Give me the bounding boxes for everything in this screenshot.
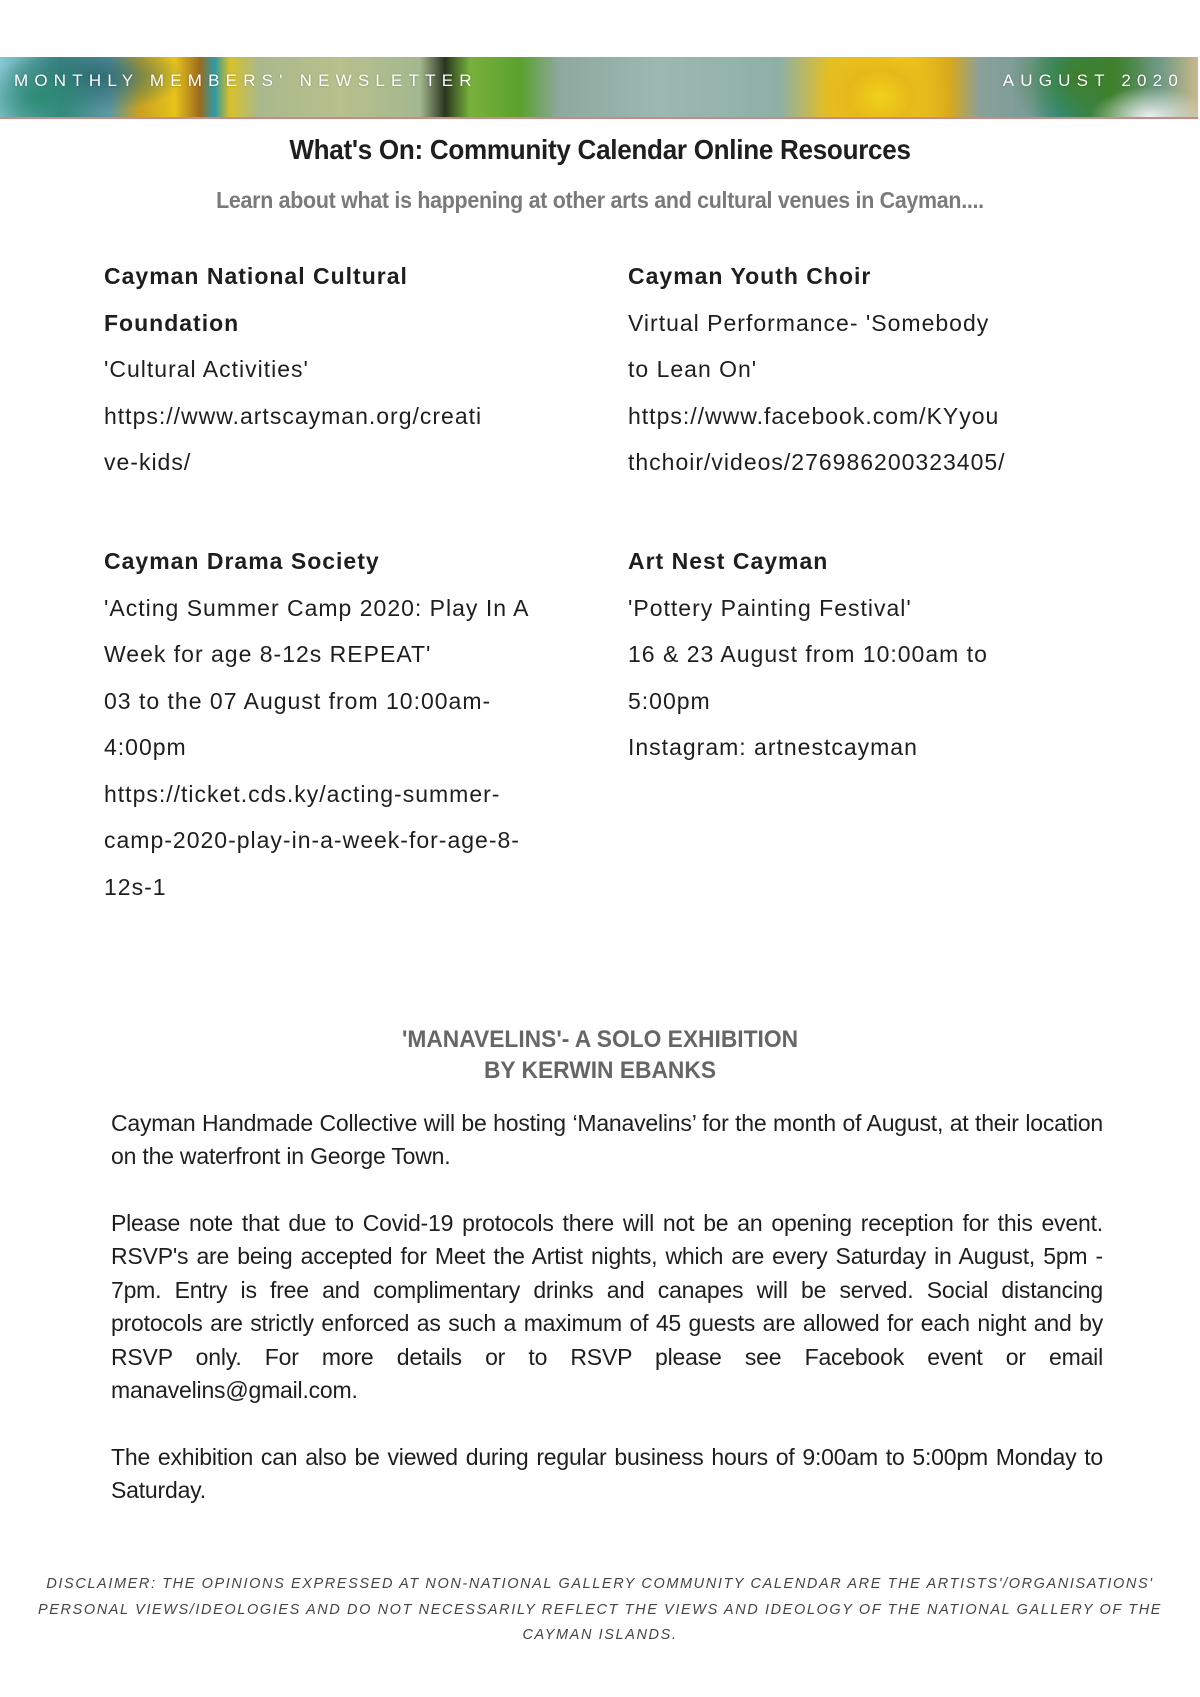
listing-cayman-national-cultural-foundation <box>104 253 584 486</box>
page-title: What's On: Community Calendar Online Resources <box>289 134 911 165</box>
newsletter-label: MONTHLY MEMBERS' NEWSLETTER <box>14 71 478 90</box>
event-link[interactable]: https://www.artscayman.org/creati <box>104 402 483 429</box>
exhibition-title <box>42 1024 1158 1086</box>
disclaimer <box>10 1572 1190 1649</box>
event-dates: 4:00pm <box>104 734 187 760</box>
disclaimer-line: CAYMAN ISLANDS. <box>522 1627 678 1643</box>
exhibition-hours-paragraph: The exhibition can also be viewed during regular business hours of 9:00am to 5:00pm Monday to Saturday. <box>111 1444 1103 1504</box>
event-title: Virtual Performance- 'Somebody <box>628 309 990 336</box>
event-link[interactable]: camp-2020-play-in-a-week-for-age-8- <box>104 827 520 853</box>
newsletter-banner <box>0 57 1198 119</box>
issue-date: AUGUST 2020 <box>1002 71 1184 90</box>
listing-name: Cayman National Cultural <box>104 263 408 289</box>
event-dates: 16 & 23 August from 10:00am to <box>628 641 988 667</box>
event-title: Week for age 8-12s REPEAT' <box>104 641 432 667</box>
listing-name: Foundation <box>104 309 240 336</box>
event-link[interactable]: ve-kids/ <box>104 449 192 475</box>
event-link[interactable]: thchoir/videos/276986200323405/ <box>628 449 1006 475</box>
listing-name: Cayman Youth Choir <box>628 263 872 289</box>
listing-cayman-drama-society <box>104 538 584 910</box>
event-link[interactable]: https://www.facebook.com/KYyou <box>628 402 1000 429</box>
page-subtitle: Learn about what is happening at other arts and cultural venues in Cayman.... <box>216 187 984 213</box>
listing-art-nest-cayman <box>628 538 1108 771</box>
event-link[interactable]: https://ticket.cds.ky/acting-summer- <box>104 780 501 807</box>
listing-name: Cayman Drama Society <box>104 548 380 574</box>
event-title: 'Acting Summer Camp 2020: Play In A <box>104 594 530 621</box>
disclaimer-line: DISCLAIMER: THE OPINIONS EXPRESSED AT NON-NATIONAL GALLERY COMMUNITY CALENDAR ARE THE ARTISTS'/ORGANISATIONS' <box>46 1576 1154 1592</box>
exhibition-title-line: 'MANAVELINS'- A SOLO EXHIBITION <box>401 1026 799 1053</box>
event-link[interactable]: 12s-1 <box>104 873 167 900</box>
event-dates: 03 to the 07 August from 10:00am- <box>104 687 492 714</box>
disclaimer-line: PERSONAL VIEWS/IDEOLOGIES AND DO NOT NECESSARILY REFLECT THE VIEWS AND IDEOLOGY OF THE NATIONAL GALLERY OF THE <box>37 1601 1163 1618</box>
listing-name: Art Nest Cayman <box>628 548 829 574</box>
event-title: 'Pottery Painting Festival' <box>628 594 912 621</box>
exhibition-rsvp-paragraph: Please note that due to Covid-19 protocols there will not be an opening reception for this event. RSVP's are being accepted for Meet the Artist nights, which are every Saturday in August, 5pm - 7pm. Entry is free and complimentary drinks and canapes will be served. Social distancing protocols are strictly enforced as such a maximum of 45 guests are allowed for each night and by RSVP only. For more details or to RSVP please see Facebook event or email manavelins@gmail.com. <box>111 1210 1103 1404</box>
instagram-handle: Instagram: artnestcayman <box>628 734 918 760</box>
exhibition-title-line: BY KERWIN EBANKS <box>483 1057 717 1084</box>
exhibition-intro-paragraph: Cayman Handmade Collective will be hosting ‘Manavelins’ for the month of August, at their location on the waterfront in George Town. <box>111 1110 1103 1170</box>
event-title: to Lean On' <box>628 356 758 382</box>
listing-cayman-youth-choir <box>628 253 1108 486</box>
event-title: 'Cultural Activities' <box>104 356 309 382</box>
event-dates: 5:00pm <box>628 687 711 714</box>
